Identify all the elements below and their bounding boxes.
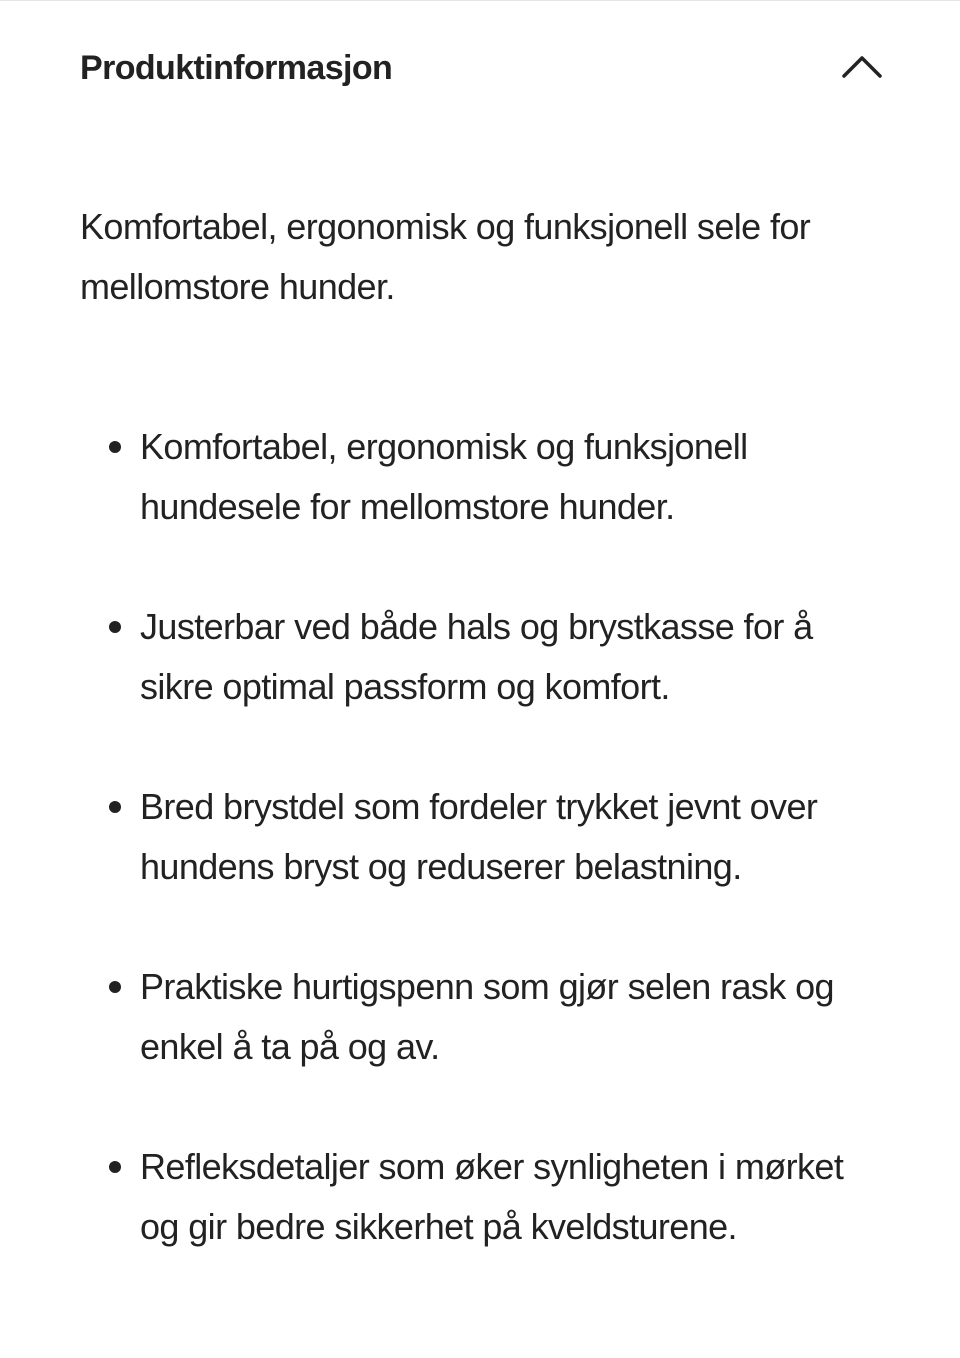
bullet-icon [109,1161,121,1173]
list-item [80,1137,890,1257]
top-divider [0,0,960,1]
feature-list [80,417,890,1317]
chevron-up-icon[interactable] [840,46,884,90]
feature-text: Komfortabel, ergonomisk og funksjonell hundesele for mellomstore hunder. [140,426,748,527]
bullet-icon [109,981,121,993]
feature-text: Praktiske hurtigspenn som gjør selen rask og enkel å ta på og av. [140,966,834,1067]
product-description: Komfortabel, ergonomisk og funksjonell sele for mellomstore hunder. [80,206,811,307]
feature-text: Justerbar ved både hals og brystkasse for å sikre optimal passform og komfort. [140,606,813,707]
list-item [80,777,890,897]
list-item [80,957,890,1077]
feature-text: Refleksdetaljer som øker synligheten i mørket og gir bedre sikkerhet på kveldsturene. [140,1146,844,1247]
list-item [80,417,890,537]
bullet-icon [109,621,121,633]
accordion-header-produktinformasjon[interactable] [80,40,880,96]
bullet-icon [109,801,121,813]
feature-text: Bred brystdel som fordeler trykket jevnt over hundens bryst og reduserer belastning. [140,786,818,887]
bullet-icon [109,441,121,453]
accordion-title: Produktinformasjon [80,48,393,87]
list-item [80,597,890,717]
